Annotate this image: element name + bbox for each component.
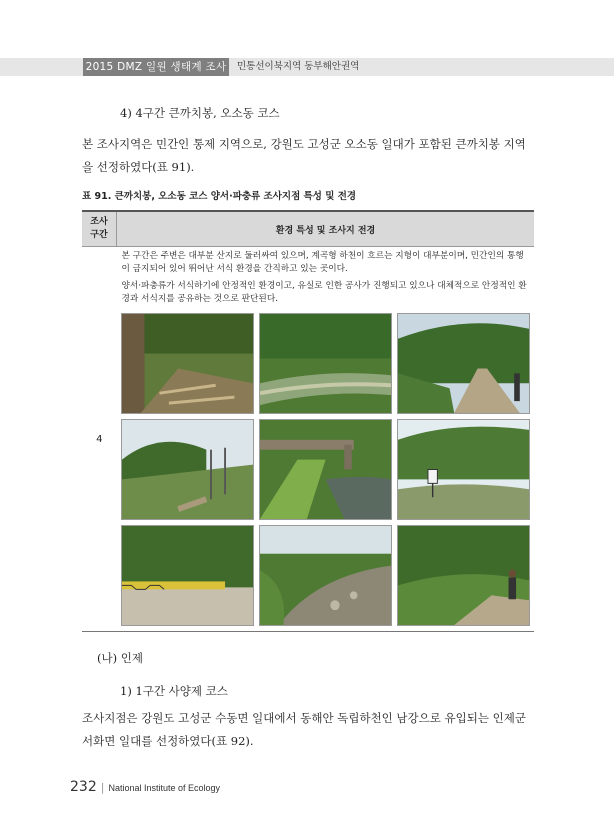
- rocky-stream-photo: [259, 525, 392, 626]
- section-number: 4: [96, 433, 103, 445]
- survey-table: [82, 210, 534, 632]
- series-title: 2015 DMZ 일원 생태계 조사: [83, 58, 229, 76]
- description-1: 본 구간은 주변은 대부분 산지로 둘러싸여 있으며, 계곡형 하천이 흐르는 지형이 대부분이며, 민간인의 통행이 금지되어 있어 뛰어난 서식 환경을 간직하고 있는 곳이다.: [121, 251, 524, 274]
- section-heading-course-1: 1) 1구간 사양제 코스: [120, 684, 228, 698]
- dirt-road-photo: [397, 313, 530, 414]
- page-footer: [70, 779, 220, 795]
- section-paragraph: 본 조사지역은 민간인 통제 지역으로, 강원도 고성군 오소동 일대가 포함된 큰까치봉 지역을 선정하였다(표 91).: [82, 137, 526, 174]
- description-2: 양서·파충류가 서식하기에 안정적인 환경이고, 유실로 인한 공사가 진행되고 있으나 대체적으로 안정적인 환경과 서식지를 공유하는 것으로 판단된다.: [121, 281, 527, 304]
- institute-name: National Institute of Ecology: [108, 783, 221, 793]
- region-title: 민통선이북지역 동부해안권역: [237, 61, 360, 72]
- page-number: 232: [70, 779, 97, 795]
- photo-grid-cell: [117, 310, 535, 632]
- next-paragraph: 조사지점은 강원도 고성군 수동면 일대에서 동해안 독립하천인 남강으로 유입되는 인제군 서화면 일대를 선정하였다(표 92).: [82, 711, 526, 748]
- footer-separator: |: [100, 781, 105, 794]
- stream-photo: [259, 313, 392, 414]
- col-header-section: [82, 211, 117, 247]
- description-cell: [117, 247, 535, 311]
- section-number-cell: [82, 247, 117, 632]
- col-header-environment: 환경 특성 및 조사지 전경: [117, 211, 535, 247]
- section-heading: 4) 4구간 큰까치봉, 오소동 코스: [120, 106, 280, 120]
- table-caption: 표 91. 큰까치봉, 오소동 코스 양서·파충류 조사지점 특성 및 전경: [82, 191, 357, 202]
- forest-slope-photo: [121, 313, 254, 414]
- trail-person-photo: [397, 525, 530, 626]
- col-header-section-text: 조사 구간: [90, 217, 108, 240]
- photo-grid: [117, 310, 535, 631]
- sign-clearing-photo: [397, 419, 530, 520]
- fence-slope-photo: [121, 419, 254, 520]
- subsection-heading-inje: (나) 인제: [97, 651, 143, 665]
- concrete-road-photo: [121, 525, 254, 626]
- bridge-stream-photo: [259, 419, 392, 520]
